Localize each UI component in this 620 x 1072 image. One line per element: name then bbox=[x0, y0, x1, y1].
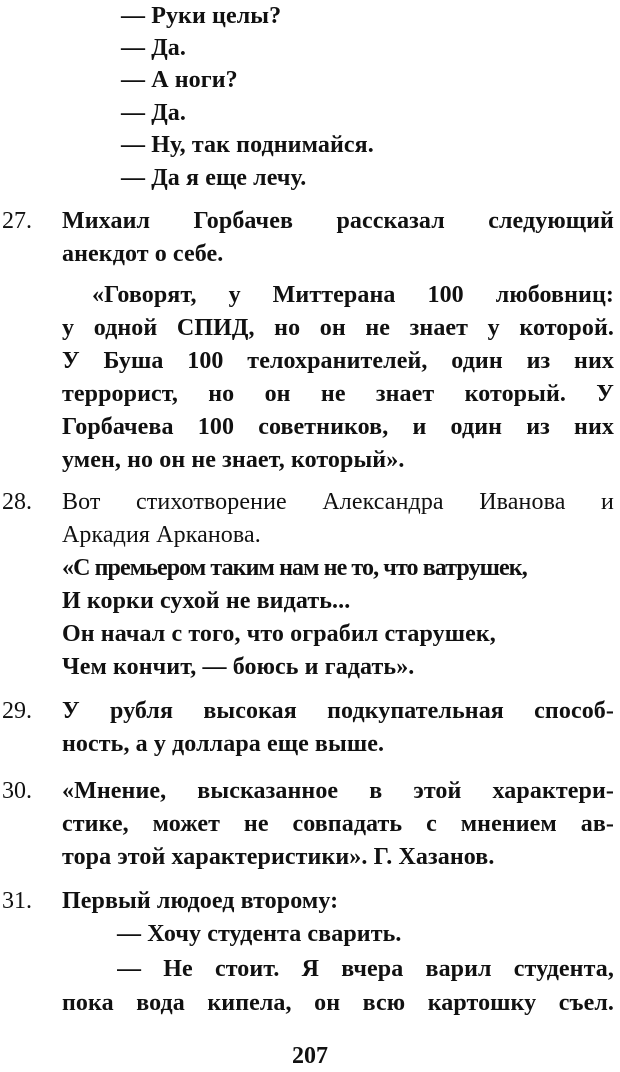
item-text-line: «Говорят, у Миттерана 100 любовниц: bbox=[92, 282, 614, 308]
dialog-line: — А ноги? bbox=[121, 67, 238, 93]
item-text-line: И корки сухой не видать... bbox=[62, 588, 351, 614]
item-text-line: террорист, но он не знает который. У bbox=[62, 381, 614, 407]
item-text-line: «Мнение, высказанное в этой характери- bbox=[62, 778, 614, 804]
item-text-line: Вот стихотворение Александра Иванова и bbox=[62, 489, 614, 515]
dialog-line: — Да. bbox=[121, 100, 187, 126]
item-text-line: Аркадия Арканова. bbox=[62, 522, 261, 548]
item-text-line: анекдот о себе. bbox=[62, 241, 224, 267]
item-text-line: у одной СПИД, но он не знает у которой. bbox=[62, 315, 614, 341]
item-number: 29. bbox=[2, 698, 32, 724]
item-number: 30. bbox=[2, 778, 32, 804]
item-text-line: — Хочу студента сварить. bbox=[117, 921, 402, 947]
item-text-line: Горбачева 100 советников, и один из них bbox=[62, 414, 614, 440]
dialog-line: — Ну, так поднимайся. bbox=[121, 132, 374, 158]
dialog-line: — Да я еще лечу. bbox=[121, 165, 307, 191]
item-text-line: ность, а у доллара еще выше. bbox=[62, 731, 385, 757]
item-text-line: — Не стоит. Я вчера варил студента, bbox=[117, 956, 614, 982]
item-text-line: Первый людоед второму: bbox=[62, 888, 339, 914]
item-text-line: «С премьером таким нам не то, что ватрушек, bbox=[62, 555, 527, 581]
item-text-line: Михаил Горбачев рассказал следующий bbox=[62, 208, 614, 234]
item-text-line: У Буша 100 телохранителей, один из них bbox=[62, 348, 614, 374]
item-text-line: стике, может не совпадать с мнением ав- bbox=[62, 811, 614, 837]
page-number: 207 bbox=[292, 1043, 328, 1069]
dialog-line: — Руки целы? bbox=[121, 3, 282, 29]
item-text-line: Он начал с того, что ограбил старушек, bbox=[62, 621, 496, 647]
dialog-line: — Да. bbox=[121, 35, 187, 61]
item-number: 28. bbox=[2, 489, 32, 515]
item-text-line: пока вода кипела, он всю картошку съел. bbox=[62, 990, 614, 1016]
item-text-line: тора этой характеристики». Г. Хазанов. bbox=[62, 844, 495, 870]
item-number: 27. bbox=[2, 208, 32, 234]
item-text-line: умен, но он не знает, который». bbox=[62, 447, 405, 473]
item-number: 31. bbox=[2, 888, 32, 914]
item-text-line: Чем кончит, — боюсь и гадать». bbox=[62, 654, 415, 680]
item-text-line: У рубля высокая подкупательная способ- bbox=[62, 698, 614, 724]
